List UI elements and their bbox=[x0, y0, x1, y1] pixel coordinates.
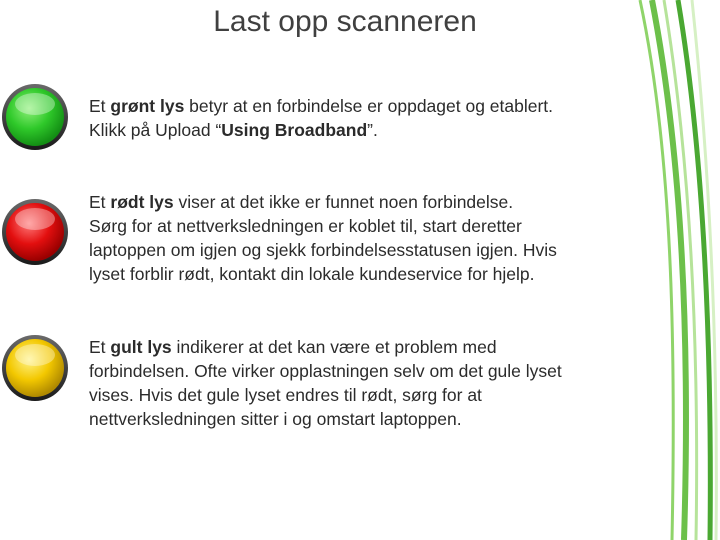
text-line: Sørg for at nettverksledningen er koblet til, start deretter bbox=[89, 216, 522, 236]
red-light-description bbox=[89, 190, 659, 286]
yellow-light-description bbox=[89, 335, 659, 431]
text-line: laptoppen om igjen og sjekk forbindelsesstatusen igjen. Hvis bbox=[89, 240, 557, 260]
text-line: lyset forblir rødt, kontakt din lokale kundeservice for hjelp. bbox=[89, 264, 535, 284]
red-light-icon bbox=[0, 197, 70, 267]
text-line: Et gult lys indikerer at det kan være et problem med bbox=[89, 337, 497, 357]
text-line: vises. Hvis det gule lyset endres til rødt, sørg for at bbox=[89, 385, 482, 405]
text-line: Klikk på Upload “Using Broadband”. bbox=[89, 120, 378, 140]
green-light-description bbox=[89, 94, 659, 142]
text-line: Et rødt lys viser at det ikke er funnet noen forbindelse. bbox=[89, 192, 514, 212]
yellow-light-icon bbox=[0, 333, 70, 403]
green-light-icon bbox=[0, 82, 70, 152]
page-title: Last opp scanneren bbox=[213, 5, 477, 38]
text-line: Et grønt lys betyr at en forbindelse er oppdaget og etablert. bbox=[89, 96, 554, 116]
text-line: nettverksledningen sitter i og omstart laptoppen. bbox=[89, 409, 462, 429]
text-line: forbindelsen. Ofte virker opplastningen selv om det gule lyset bbox=[89, 361, 562, 381]
